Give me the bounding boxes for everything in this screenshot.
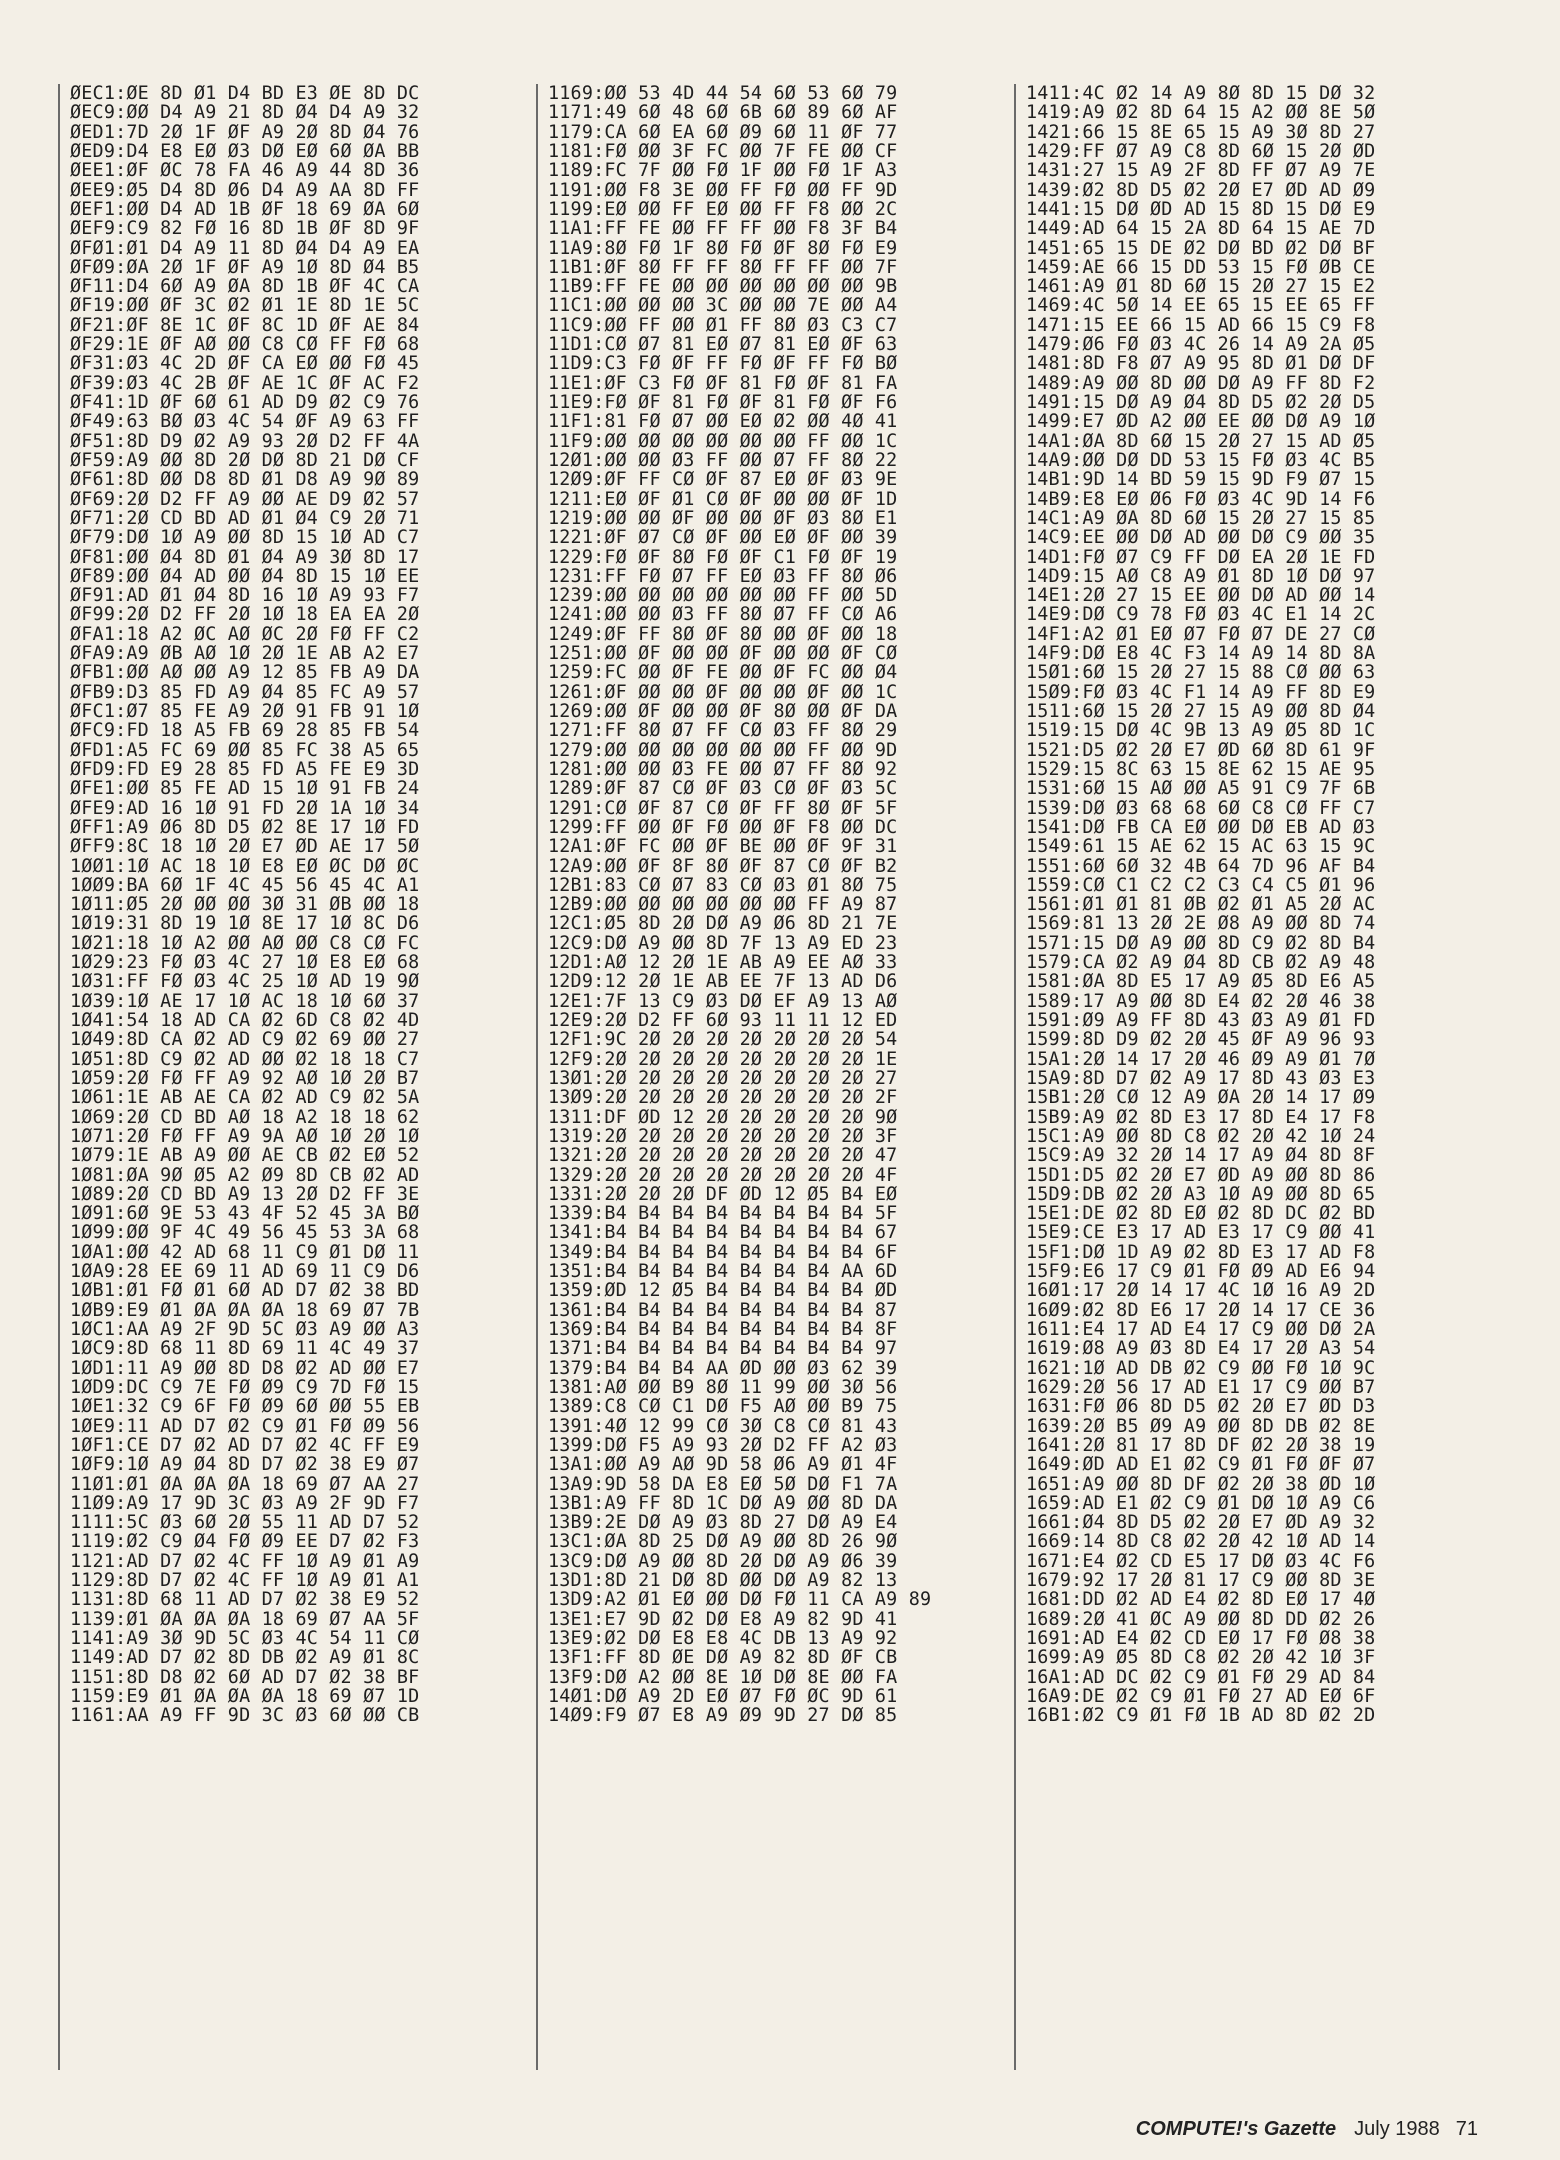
listing-line: 1331:2Ø 2Ø 2Ø DF ØD 12 Ø5 B4 EØ <box>548 1183 898 1205</box>
listing-line: 11C1:ØØ ØØ ØØ 3C ØØ ØØ 7E ØØ A4 <box>548 295 898 317</box>
listing-line: 1149:AD D7 Ø2 8D DB Ø2 A9 Ø1 8C <box>70 1647 420 1669</box>
listing-line: 12E1:7F 13 C9 Ø3 DØ EF A9 13 AØ <box>548 990 898 1012</box>
listing-line: 1Ø19:31 8D 19 1Ø 8E 17 1Ø 8C D6 <box>70 913 420 935</box>
listing-line: 1581:ØA 8D E5 17 A9 Ø5 8D E6 A5 <box>1026 971 1376 993</box>
listing-line: 1321:2Ø 2Ø 2Ø 2Ø 2Ø 2Ø 2Ø 2Ø 47 <box>548 1145 898 1167</box>
listing-line: ØEE9:Ø5 D4 8D Ø6 D4 A9 AA 8D FF <box>70 179 420 201</box>
page-footer <box>1136 2118 1478 2141</box>
listing-line: ØFD1:A5 FC 69 ØØ 85 FC 38 A5 65 <box>70 739 420 761</box>
listing-line: 11Ø9:A9 17 9D 3C Ø3 A9 2F 9D F7 <box>70 1492 420 1514</box>
listing-line: 1619:Ø8 A9 Ø3 8D E4 17 2Ø A3 54 <box>1026 1338 1376 1360</box>
listing-line: 1689:2Ø 41 ØC A9 ØØ 8D DD Ø2 26 <box>1026 1608 1376 1630</box>
listing-line: 15Ø9:FØ Ø3 4C F1 14 A9 FF 8D E9 <box>1026 681 1376 703</box>
listing-line: 1381:AØ ØØ B9 8Ø 11 99 ØØ 3Ø 56 <box>548 1376 898 1398</box>
listing-line: 13C1:ØA 8D 25 DØ A9 ØØ 8D 26 9Ø <box>548 1531 898 1553</box>
listing-line: 1489:A9 ØØ 8D ØØ DØ A9 FF 8D F2 <box>1026 372 1376 394</box>
listing-line: 1411:4C Ø2 14 A9 8Ø 8D 15 DØ 32 <box>1026 83 1376 104</box>
listing-line: 1169:ØØ 53 4D 44 54 6Ø 53 6Ø 79 <box>548 83 898 104</box>
listing-line: 1ØF9:1Ø A9 Ø4 8D D7 Ø2 38 E9 Ø7 <box>70 1454 420 1476</box>
listing-line: 1659:AD E1 Ø2 C9 Ø1 DØ 1Ø A9 C6 <box>1026 1492 1376 1514</box>
listing-line: 14A1:ØA 8D 6Ø 15 2Ø 27 15 AD Ø5 <box>1026 430 1376 452</box>
listing-line: ØFA9:A9 ØB AØ 1Ø 2Ø 1E AB A2 E7 <box>70 643 420 665</box>
listing-line: 15E1:DE Ø2 8D EØ Ø2 8D DC Ø2 BD <box>1026 1203 1376 1225</box>
listing-line: 1Ø39:1Ø AE 17 1Ø AC 18 1Ø 6Ø 37 <box>70 990 420 1012</box>
listing-line: 13D1:8D 21 DØ 8D ØØ DØ A9 82 13 <box>548 1570 898 1592</box>
listing-line: 1281:ØØ ØØ Ø3 FE ØØ Ø7 FF 8Ø 92 <box>548 758 898 780</box>
listing-line: ØF61:8D ØØ D8 8D Ø1 D8 A9 9Ø 89 <box>70 469 420 491</box>
listing-line: 11D1:CØ Ø7 81 EØ Ø7 81 EØ ØF 63 <box>548 334 898 356</box>
listing-line: 11Ø1:Ø1 ØA ØA ØA 18 69 Ø7 AA 27 <box>70 1473 420 1495</box>
listing-line: 1151:8D D8 Ø2 6Ø AD D7 Ø2 38 BF <box>70 1666 420 1688</box>
listing-line: 1681:DD Ø2 AD E4 Ø2 8D EØ 17 4Ø <box>1026 1589 1376 1611</box>
listing-column-2 <box>536 84 1014 2070</box>
listing-line: 12F9:2Ø 2Ø 2Ø 2Ø 2Ø 2Ø 2Ø 2Ø 1E <box>548 1048 898 1070</box>
listing-line: 14E1:2Ø 27 15 EE ØØ DØ AD ØØ 14 <box>1026 585 1376 607</box>
listing-line: 14Ø9:F9 Ø7 E8 A9 Ø9 9D 27 DØ 85 <box>548 1705 898 1727</box>
listing-line: 1141:A9 3Ø 9D 5C Ø3 4C 54 11 CØ <box>70 1628 420 1649</box>
listing-line: 1261:ØF ØØ ØØ ØF ØØ ØØ ØF ØØ 1C <box>548 681 898 703</box>
listing-line: 1629:2Ø 56 17 AD E1 17 C9 ØØ B7 <box>1026 1376 1376 1398</box>
listing-line: 13D9:A2 Ø1 EØ ØØ DØ FØ 11 CA A9 89 <box>548 1589 932 1611</box>
listing-line: 13A9:9D 58 DA E8 EØ 5Ø DØ F1 7A <box>548 1473 898 1495</box>
listing-line: 1259:FC ØØ ØF FE ØØ ØF FC ØØ Ø4 <box>548 662 898 684</box>
listing-line: 1ØE1:32 C9 6F FØ Ø9 6Ø ØØ 55 EB <box>70 1396 420 1418</box>
listing-line: 1511:6Ø 15 2Ø 27 15 A9 ØØ 8D Ø4 <box>1026 701 1376 722</box>
listing-line: 1229:FØ ØF 8Ø FØ ØF C1 FØ ØF 19 <box>548 546 898 568</box>
listing-line: ØF99:2Ø D2 FF 2Ø 1Ø 18 EA EA 2Ø <box>70 604 420 626</box>
listing-line: 1171:49 6Ø 48 6Ø 6B 6Ø 89 6Ø AF <box>548 102 898 124</box>
listing-line: 1221:ØF Ø7 CØ ØF ØØ EØ ØF ØØ 39 <box>548 527 898 549</box>
listing-line: 1551:6Ø 6Ø 32 4B 64 7D 96 AF B4 <box>1026 855 1376 877</box>
listing-line: 1379:B4 B4 B4 AA ØD ØØ Ø3 62 39 <box>548 1357 898 1379</box>
listing-line: 1529:15 8C 63 15 8E 62 15 AE 95 <box>1026 758 1376 780</box>
listing-line: 1ØB9:E9 Ø1 ØA ØA ØA 18 69 Ø7 7B <box>70 1299 420 1321</box>
listing-line: 13B9:2E DØ A9 Ø3 8D 27 DØ A9 E4 <box>548 1512 898 1534</box>
listing-line: 1699:A9 Ø5 8D C8 Ø2 2Ø 42 1Ø 3F <box>1026 1647 1376 1669</box>
listing-line: 11A1:FF FE ØØ FF FF ØØ F8 3F B4 <box>548 218 898 240</box>
listing-line: ØF19:ØØ ØF 3C Ø2 Ø1 1E 8D 1E 5C <box>70 295 420 317</box>
listing-line: 11A9:8Ø FØ 1F 8Ø FØ ØF 8Ø FØ E9 <box>548 237 898 259</box>
listing-line: 1389:C8 CØ C1 DØ F5 AØ ØØ B9 75 <box>548 1396 898 1418</box>
issue-date: July 1988 <box>1354 2118 1440 2140</box>
listing-line: 16B1:Ø2 C9 Ø1 FØ 1B AD 8D Ø2 2D <box>1026 1705 1376 1727</box>
listing-line: 1449:AD 64 15 2A 8D 64 15 AE 7D <box>1026 218 1376 240</box>
listing-line: 1441:15 DØ ØD AD 15 8D 15 DØ E9 <box>1026 198 1376 220</box>
listing-line: 1639:2Ø B5 Ø9 A9 ØØ 8D DB Ø2 8E <box>1026 1415 1376 1437</box>
listing-line: 1269:ØØ ØF ØØ ØØ ØF 8Ø ØØ ØF DA <box>548 701 898 722</box>
listing-line: 1121:AD D7 Ø2 4C FF 1Ø A9 Ø1 A9 <box>70 1550 420 1572</box>
listing-line: 12Ø9:ØF FF CØ ØF 87 EØ ØF Ø3 9E <box>548 469 898 491</box>
listing-line: 1399:DØ F5 A9 93 2Ø D2 FF A2 Ø3 <box>548 1434 898 1456</box>
listing-line: ØEF1:ØØ D4 AD 1B ØF 18 69 ØA 6Ø <box>70 198 420 220</box>
listing-line: ØED9:D4 E8 EØ Ø3 DØ EØ 6Ø ØA BB <box>70 140 420 162</box>
listing-line: 11C9:ØØ FF ØØ Ø1 FF 8Ø Ø3 C3 C7 <box>548 314 898 336</box>
listing-line: 11E9:FØ ØF 81 FØ ØF 81 FØ ØF F6 <box>548 392 898 413</box>
listing-line: 12B9:ØØ ØØ ØØ ØØ ØØ ØØ FF A9 87 <box>548 894 898 916</box>
listing-line: 1Ø49:8D CA Ø2 AD C9 Ø2 69 ØØ 27 <box>70 1029 420 1051</box>
listing-line: 12Ø1:ØØ ØØ Ø3 FF ØØ Ø7 FF 8Ø 22 <box>548 449 898 471</box>
listing-line: 1271:FF 8Ø Ø7 FF CØ Ø3 FF 8Ø 29 <box>548 720 898 742</box>
listing-line: 14Ø1:DØ A9 2D EØ Ø7 FØ ØC 9D 61 <box>548 1685 898 1707</box>
listing-line: 1341:B4 B4 B4 B4 B4 B4 B4 B4 67 <box>548 1222 898 1244</box>
listing-line: ØEF9:C9 82 FØ 16 8D 1B ØF 8D 9F <box>70 218 420 240</box>
listing-line: 1499:E7 ØD A2 ØØ EE ØØ DØ A9 1Ø <box>1026 411 1376 433</box>
listing-line: 1589:17 A9 ØØ 8D E4 Ø2 2Ø 46 38 <box>1026 990 1376 1012</box>
listing-line: ØF69:2Ø D2 FF A9 ØØ AE D9 Ø2 57 <box>70 488 420 510</box>
listing-line: 1429:FF Ø7 A9 C8 8D 6Ø 15 2Ø ØD <box>1026 140 1376 162</box>
listing-line: 1129:8D D7 Ø2 4C FF 1Ø A9 Ø1 A1 <box>70 1570 420 1592</box>
listing-line: ØF31:Ø3 4C 2D ØF CA EØ ØØ FØ 45 <box>70 353 420 375</box>
listing-line: 1679:92 17 2Ø 81 17 C9 ØØ 8D 3E <box>1026 1570 1376 1592</box>
listing-line: ØF49:63 BØ Ø3 4C 54 ØF A9 63 FF <box>70 411 420 433</box>
listing-line: 1661:Ø4 8D D5 Ø2 2Ø E7 ØD A9 32 <box>1026 1512 1376 1534</box>
listing-line: ØF91:AD Ø1 Ø4 8D 16 1Ø A9 93 F7 <box>70 585 420 607</box>
listing-column-3 <box>1014 84 1500 2070</box>
listing-line: 15C9:A9 32 2Ø 14 17 A9 Ø4 8D 8F <box>1026 1145 1376 1167</box>
listing-line: 1Ø51:8D C9 Ø2 AD ØØ Ø2 18 18 C7 <box>70 1048 420 1070</box>
listing-column-1 <box>58 84 536 2070</box>
listing-line: 12E9:2Ø D2 FF 6Ø 93 11 11 12 ED <box>548 1010 898 1031</box>
listing-line: 1481:8D F8 Ø7 A9 95 8D Ø1 DØ DF <box>1026 353 1376 375</box>
listing-line: 1181:FØ ØØ 3F FC ØØ 7F FE ØØ CF <box>548 140 898 162</box>
listing-line: 13F1:FF 8D ØE DØ A9 82 8D ØF CB <box>548 1647 898 1669</box>
listing-line: ØF51:8D D9 Ø2 A9 93 2Ø D2 FF 4A <box>70 430 420 452</box>
listing-line: 1159:E9 Ø1 ØA ØA ØA 18 69 Ø7 1D <box>70 1685 420 1707</box>
listing-line: 12A9:ØØ ØF 8F 8Ø ØF 87 CØ ØF B2 <box>548 855 898 877</box>
listing-line: 1ØA1:ØØ 42 AD 68 11 C9 Ø1 DØ 11 <box>70 1241 420 1263</box>
listing-line: 13Ø1:2Ø 2Ø 2Ø 2Ø 2Ø 2Ø 2Ø 2Ø 27 <box>548 1067 898 1089</box>
listing-line: 14B1:9D 14 BD 59 15 9D F9 Ø7 15 <box>1026 469 1376 491</box>
listing-line: 1ØD1:11 A9 ØØ 8D D8 Ø2 AD ØØ E7 <box>70 1357 420 1379</box>
listing-line: 13E1:E7 9D Ø2 DØ E8 A9 82 9D 41 <box>548 1608 898 1630</box>
listing-line: 13A1:ØØ A9 AØ 9D 58 Ø6 A9 Ø1 4F <box>548 1454 898 1476</box>
listing-line: 1191:ØØ F8 3E ØØ FF FØ ØØ FF 9D <box>548 179 898 201</box>
listing-line: 15A9:8D D7 Ø2 A9 17 8D 43 Ø3 E3 <box>1026 1067 1376 1089</box>
listing-line: 15C1:A9 ØØ 8D C8 Ø2 2Ø 42 1Ø 24 <box>1026 1125 1376 1147</box>
listing-line: 15D9:DB Ø2 2Ø A3 1Ø A9 ØØ 8D 65 <box>1026 1183 1376 1205</box>
listing-line: 15B9:A9 Ø2 8D E3 17 8D E4 17 F8 <box>1026 1106 1376 1128</box>
listing-line: 1Ø89:2Ø CD BD A9 13 2Ø D2 FF 3E <box>70 1183 420 1205</box>
listing-line: 1521:D5 Ø2 2Ø E7 ØD 6Ø 8D 61 9F <box>1026 739 1376 761</box>
listing-line: ØF79:DØ 1Ø A9 ØØ 8D 15 1Ø AD C7 <box>70 527 420 549</box>
listing-line: 1139:Ø1 ØA ØA ØA 18 69 Ø7 AA 5F <box>70 1608 420 1630</box>
listing-line: ØFF1:A9 Ø6 8D D5 Ø2 8E 17 1Ø FD <box>70 816 420 838</box>
listing-line: 1651:A9 ØØ 8D DF Ø2 2Ø 38 ØD 1Ø <box>1026 1473 1376 1495</box>
listing-line: 14F9:DØ E8 4C F3 14 A9 14 8D 8A <box>1026 643 1376 665</box>
listing-line: 1131:8D 68 11 AD D7 Ø2 38 E9 52 <box>70 1589 420 1611</box>
listing-line: 1Ø91:6Ø 9E 53 43 4F 52 45 3A BØ <box>70 1203 420 1225</box>
listing-line: 1371:B4 B4 B4 B4 B4 B4 B4 B4 97 <box>548 1338 898 1360</box>
listing-line: 16A9:DE Ø2 C9 Ø1 FØ 27 AD EØ 6F <box>1026 1685 1376 1707</box>
listing-line: 12A1:ØF FC ØØ ØF BE ØØ ØF 9F 31 <box>548 836 898 858</box>
listing-line: 1Ø29:23 FØ Ø3 4C 27 1Ø E8 EØ 68 <box>70 952 420 974</box>
listing-line: 15B1:2Ø CØ 12 A9 ØA 2Ø 14 17 Ø9 <box>1026 1087 1376 1109</box>
listing-line: 1ØØ1:1Ø AC 18 1Ø E8 EØ ØC DØ ØC <box>70 855 420 877</box>
listing-line: 1369:B4 B4 B4 B4 B4 B4 B4 B4 8F <box>548 1319 898 1340</box>
listing-line: ØEE1:ØF ØC 78 FA 46 A9 44 8D 36 <box>70 160 420 182</box>
listing-line: 1641:2Ø 81 17 8D DF Ø2 2Ø 38 19 <box>1026 1434 1376 1456</box>
listing-line: 14F1:A2 Ø1 EØ Ø7 FØ Ø7 DE 27 CØ <box>1026 623 1376 645</box>
listing-line: 15F1:DØ 1D A9 Ø2 8D E3 17 AD F8 <box>1026 1241 1376 1263</box>
listing-line: 1451:65 15 DE Ø2 DØ BD Ø2 DØ BF <box>1026 237 1376 259</box>
listing-line: 12F1:9C 2Ø 2Ø 2Ø 2Ø 2Ø 2Ø 2Ø 54 <box>548 1029 898 1051</box>
listing-line: ØEC9:ØØ D4 A9 21 8D Ø4 D4 A9 32 <box>70 102 420 124</box>
listing-line: 15Ø1:6Ø 15 2Ø 27 15 88 CØ ØØ 63 <box>1026 662 1376 684</box>
listing-line: 1491:15 DØ A9 Ø4 8D D5 Ø2 2Ø D5 <box>1026 392 1376 413</box>
listing-line: 11F9:ØØ ØØ ØØ ØØ ØØ ØØ FF ØØ 1C <box>548 430 898 452</box>
listing-line: 1239:ØØ ØØ ØØ ØØ ØØ ØØ FF ØØ 5D <box>548 585 898 607</box>
listing-line: ØFD9:FD E9 28 85 FD A5 FE E9 3D <box>70 758 420 780</box>
listing-line: 13E9:Ø2 DØ E8 E8 4C DB 13 A9 92 <box>548 1628 898 1649</box>
listing-line: 1559:CØ C1 C2 C2 C3 C4 C5 Ø1 96 <box>1026 874 1376 896</box>
listing-line: ØEC1:ØE 8D Ø1 D4 BD E3 ØE 8D DC <box>70 83 420 104</box>
listing-line: 1691:AD E4 Ø2 CD EØ 17 FØ Ø8 38 <box>1026 1628 1376 1649</box>
listing-line: 11E1:ØF C3 FØ ØF 81 FØ ØF 81 FA <box>548 372 898 394</box>
listing-line: ØF41:1D ØF 6Ø 61 AD D9 Ø2 C9 76 <box>70 392 420 413</box>
listing-line: 1649:ØD AD E1 Ø2 C9 Ø1 FØ ØF Ø7 <box>1026 1454 1376 1476</box>
listing-line: 15F9:E6 17 C9 Ø1 FØ Ø9 AD E6 94 <box>1026 1261 1376 1283</box>
listing-line: 1249:ØF FF 8Ø ØF 8Ø ØØ ØF ØØ 18 <box>548 623 898 645</box>
listing-line: 1421:66 15 8E 65 15 A9 3Ø 8D 27 <box>1026 121 1376 143</box>
listing-line: 1569:81 13 2Ø 2E Ø8 A9 ØØ 8D 74 <box>1026 913 1376 935</box>
listing-line: ØFE1:ØØ 85 FE AD 15 1Ø 91 FB 24 <box>70 778 420 800</box>
listing-line: 1299:FF ØØ ØF FØ ØØ ØF F8 ØØ DC <box>548 816 898 838</box>
listing-line: 1Ø81:ØA 9Ø Ø5 A2 Ø9 8D CB Ø2 AD <box>70 1164 420 1186</box>
listing <box>58 84 1498 2070</box>
listing-line: 1199:EØ ØØ FF EØ ØØ FF F8 ØØ 2C <box>548 198 898 220</box>
listing-line: 16Ø9:Ø2 8D E6 17 2Ø 14 17 CE 36 <box>1026 1299 1376 1321</box>
listing-line: 16Ø1:17 2Ø 14 17 4C 1Ø 16 A9 2D <box>1026 1280 1376 1302</box>
listing-line: ØF81:ØØ Ø4 8D Ø1 Ø4 A9 3Ø 8D 17 <box>70 546 420 568</box>
listing-line: 1669:14 8D C8 Ø2 2Ø 42 1Ø AD 14 <box>1026 1531 1376 1553</box>
listing-line: 1ØC9:8D 68 11 8D 69 11 4C 49 37 <box>70 1338 420 1360</box>
listing-line: 1Ø11:Ø5 2Ø ØØ ØØ 3Ø 31 ØB ØØ 18 <box>70 894 420 916</box>
listing-line: 1ØE9:11 AD D7 Ø2 C9 Ø1 FØ Ø9 56 <box>70 1415 420 1437</box>
listing-line: 1ØD9:DC C9 7E FØ Ø9 C9 7D FØ 15 <box>70 1376 420 1398</box>
listing-line: 1219:ØØ ØØ ØF ØØ ØØ ØF Ø3 8Ø E1 <box>548 507 898 529</box>
listing-line: 12D1:AØ 12 2Ø 1E AB A9 EE AØ 33 <box>548 952 898 974</box>
listing-line: 14B9:E8 EØ Ø6 FØ Ø3 4C 9D 14 F6 <box>1026 488 1376 510</box>
listing-line: 1471:15 EE 66 15 AD 66 15 C9 F8 <box>1026 314 1376 336</box>
listing-line: 15D1:D5 Ø2 2Ø E7 ØD A9 ØØ 8D 86 <box>1026 1164 1376 1186</box>
listing-line: 1ØC1:AA A9 2F 9D 5C Ø3 A9 ØØ A3 <box>70 1319 420 1340</box>
listing-line: 1461:A9 Ø1 8D 6Ø 15 2Ø 27 15 E2 <box>1026 276 1376 298</box>
listing-line: 14D9:15 AØ C8 A9 Ø1 8D 1Ø DØ 97 <box>1026 565 1376 587</box>
magazine-name: COMPUTE!'s Gazette <box>1135 2118 1337 2140</box>
listing-line: 1459:AE 66 15 DD 53 15 FØ ØB CE <box>1026 256 1376 278</box>
listing-line: 1539:DØ Ø3 68 68 6Ø C8 CØ FF C7 <box>1026 797 1376 819</box>
listing-line: ØFC1:Ø7 85 FE A9 2Ø 91 FB 91 1Ø <box>70 701 420 722</box>
listing-line: 1361:B4 B4 B4 B4 B4 B4 B4 B4 87 <box>548 1299 898 1321</box>
listing-line: 13B1:A9 FF 8D 1C DØ A9 ØØ 8D DA <box>548 1492 898 1514</box>
listing-line: 14D1:FØ Ø7 C9 FF DØ EA 2Ø 1E FD <box>1026 546 1376 568</box>
listing-line: 15E9:CE E3 17 AD E3 17 C9 ØØ 41 <box>1026 1222 1376 1244</box>
listing-line: 16A1:AD DC Ø2 C9 Ø1 FØ 29 AD 84 <box>1026 1666 1376 1688</box>
listing-line: 1Ø41:54 18 AD CA Ø2 6D C8 Ø2 4D <box>70 1010 420 1031</box>
listing-line: 1291:CØ ØF 87 CØ ØF FF 8Ø ØF 5F <box>548 797 898 819</box>
listing-line: 11D9:C3 FØ ØF FF FØ ØF FF FØ BØ <box>548 353 898 375</box>
listing-line: 1631:FØ Ø6 8D D5 Ø2 2Ø E7 ØD D3 <box>1026 1396 1376 1418</box>
listing-line: 1319:2Ø 2Ø 2Ø 2Ø 2Ø 2Ø 2Ø 2Ø 3F <box>548 1125 898 1147</box>
listing-line: 13F9:DØ A2 ØØ 8E 1Ø DØ 8E ØØ FA <box>548 1666 898 1688</box>
listing-line: 1469:4C 5Ø 14 EE 65 15 EE 65 FF <box>1026 295 1376 317</box>
listing-line: 12B1:83 CØ Ø7 83 CØ Ø3 Ø1 8Ø 75 <box>548 874 898 896</box>
listing-line: 1621:1Ø AD DB Ø2 C9 ØØ FØ 1Ø 9C <box>1026 1357 1376 1379</box>
listing-line: 1161:AA A9 FF 9D 3C Ø3 6Ø ØØ CB <box>70 1705 420 1727</box>
listing-line: 1571:15 DØ A9 ØØ 8D C9 Ø2 8D B4 <box>1026 932 1376 954</box>
listing-line: 1279:ØØ ØØ ØØ ØØ ØØ ØØ FF ØØ 9D <box>548 739 898 761</box>
listing-line: ØFB1:ØØ AØ ØØ A9 12 85 FB A9 DA <box>70 662 420 684</box>
listing-line: 11B1:ØF 8Ø FF FF 8Ø FF FF ØØ 7F <box>548 256 898 278</box>
listing-line: 1ØF1:CE D7 Ø2 AD D7 Ø2 4C FF E9 <box>70 1434 420 1456</box>
listing-line: 1ØB1:Ø1 FØ Ø1 6Ø AD D7 Ø2 38 BD <box>70 1280 420 1302</box>
listing-line: 1671:E4 Ø2 CD E5 17 DØ Ø3 4C F6 <box>1026 1550 1376 1572</box>
listing-line: 1611:E4 17 AD E4 17 C9 ØØ DØ 2A <box>1026 1319 1376 1340</box>
listing-line: 12D9:12 2Ø 1E AB EE 7F 13 AD D6 <box>548 971 898 993</box>
listing-line: 14C9:EE ØØ DØ AD ØØ DØ C9 ØØ 35 <box>1026 527 1376 549</box>
listing-line: ØFØ1:Ø1 D4 A9 11 8D Ø4 D4 A9 EA <box>70 237 420 259</box>
listing-line: 1561:Ø1 Ø1 81 ØB Ø2 Ø1 A5 2Ø AC <box>1026 894 1376 916</box>
listing-line: 1531:6Ø 15 AØ ØØ A5 91 C9 7F 6B <box>1026 778 1376 800</box>
listing-line: ØFE9:AD 16 1Ø 91 FD 2Ø 1A 1Ø 34 <box>70 797 420 819</box>
listing-line: 1Ø21:18 1Ø A2 ØØ AØ ØØ C8 CØ FC <box>70 932 420 954</box>
listing-line: 1251:ØØ ØF ØØ ØØ ØF ØØ ØØ ØF CØ <box>548 643 898 665</box>
listing-line: 1Ø61:1E AB AE CA Ø2 AD C9 Ø2 5A <box>70 1087 420 1109</box>
listing-line: 1119:Ø2 C9 Ø4 FØ Ø9 EE D7 Ø2 F3 <box>70 1531 420 1553</box>
listing-line: 1339:B4 B4 B4 B4 B4 B4 B4 B4 5F <box>548 1203 898 1225</box>
listing-line: 1349:B4 B4 B4 B4 B4 B4 B4 B4 6F <box>548 1241 898 1263</box>
listing-line: 1Ø69:2Ø CD BD AØ 18 A2 18 18 62 <box>70 1106 420 1128</box>
listing-line: ØF39:Ø3 4C 2B ØF AE 1C ØF AC F2 <box>70 372 420 394</box>
listing-line: 1519:15 DØ 4C 9B 13 A9 Ø5 8D 1C <box>1026 720 1376 742</box>
listing-line: 1Ø99:ØØ 9F 4C 49 56 45 53 3A 68 <box>70 1222 420 1244</box>
listing-line: 1111:5C Ø3 6Ø 2Ø 55 11 AD D7 52 <box>70 1512 420 1534</box>
listing-line: 1391:4Ø 12 99 CØ 3Ø C8 CØ 81 43 <box>548 1415 898 1437</box>
listing-line: ØFØ9:ØA 2Ø 1F ØF A9 1Ø 8D Ø4 B5 <box>70 256 420 278</box>
listing-line: ØFB9:D3 85 FD A9 Ø4 85 FC A9 57 <box>70 681 420 703</box>
listing-line: ØF11:D4 6Ø A9 ØA 8D 1B ØF 4C CA <box>70 276 420 298</box>
listing-line: 1Ø59:2Ø FØ FF A9 92 AØ 1Ø 2Ø B7 <box>70 1067 420 1089</box>
listing-line: 1Ø79:1E AB A9 ØØ AE CB Ø2 EØ 52 <box>70 1145 420 1167</box>
listing-line: 13C9:DØ A9 ØØ 8D 2Ø DØ A9 Ø6 39 <box>548 1550 898 1572</box>
listing-line: 1ØA9:28 EE 69 11 AD 69 11 C9 D6 <box>70 1261 420 1283</box>
listing-line: 1189:FC 7F ØØ FØ 1F ØØ FØ 1F A3 <box>548 160 898 182</box>
listing-line: 1Ø71:2Ø FØ FF A9 9A AØ 1Ø 2Ø 1Ø <box>70 1125 420 1147</box>
listing-line: ØF89:ØØ Ø4 AD ØØ Ø4 8D 15 1Ø EE <box>70 565 420 587</box>
listing-line: 1599:8D D9 Ø2 2Ø 45 ØF A9 96 93 <box>1026 1029 1376 1051</box>
listing-line: 1351:B4 B4 B4 B4 B4 B4 B4 AA 6D <box>548 1261 898 1283</box>
listing-line: ØF59:A9 ØØ 8D 2Ø DØ 8D 21 DØ CF <box>70 449 420 471</box>
listing-line: 11F1:81 FØ Ø7 ØØ EØ Ø2 ØØ 4Ø 41 <box>548 411 898 433</box>
listing-line: 12C9:DØ A9 ØØ 8D 7F 13 A9 ED 23 <box>548 932 898 954</box>
listing-line: 14A9:ØØ DØ DD 53 15 FØ Ø3 4C B5 <box>1026 449 1376 471</box>
listing-line: 1549:61 15 AE 62 15 AC 63 15 9C <box>1026 836 1376 858</box>
listing-line: 1231:FF FØ Ø7 FF EØ Ø3 FF 8Ø Ø6 <box>548 565 898 587</box>
listing-line: ØFC9:FD 18 A5 FB 69 28 85 FB 54 <box>70 720 420 742</box>
listing-line: ØF21:ØF 8E 1C ØF 8C 1D ØF AE 84 <box>70 314 420 336</box>
listing-line: 1329:2Ø 2Ø 2Ø 2Ø 2Ø 2Ø 2Ø 2Ø 4F <box>548 1164 898 1186</box>
listing-line: ØFA1:18 A2 ØC AØ ØC 2Ø FØ FF C2 <box>70 623 420 645</box>
listing-line: 1289:ØF 87 CØ ØF Ø3 CØ ØF Ø3 5C <box>548 778 898 800</box>
listing-line: 13Ø9:2Ø 2Ø 2Ø 2Ø 2Ø 2Ø 2Ø 2Ø 2F <box>548 1087 898 1109</box>
listing-line: ØF29:1E ØF AØ ØØ C8 CØ FF FØ 68 <box>70 334 420 356</box>
listing-line: 14C1:A9 ØA 8D 6Ø 15 2Ø 27 15 85 <box>1026 507 1376 529</box>
listing-line: ØFF9:8C 18 1Ø 2Ø E7 ØD AE 17 5Ø <box>70 836 420 858</box>
listing-line: 1211:EØ ØF Ø1 CØ ØF ØØ ØØ ØF 1D <box>548 488 898 510</box>
listing-line: 1ØØ9:BA 6Ø 1F 4C 45 56 45 4C A1 <box>70 874 420 896</box>
listing-line: 1359:ØD 12 Ø5 B4 B4 B4 B4 B4 ØD <box>548 1280 898 1302</box>
listing-line: ØED1:7D 2Ø 1F ØF A9 2Ø 8D Ø4 76 <box>70 121 420 143</box>
listing-line: 1591:Ø9 A9 FF 8D 43 Ø3 A9 Ø1 FD <box>1026 1010 1376 1031</box>
listing-line: 15A1:2Ø 14 17 2Ø 46 Ø9 A9 Ø1 7Ø <box>1026 1048 1376 1070</box>
listing-line: 1179:CA 6Ø EA 6Ø Ø9 6Ø 11 ØF 77 <box>548 121 898 143</box>
listing-line: ØF71:2Ø CD BD AD Ø1 Ø4 C9 2Ø 71 <box>70 507 420 529</box>
listing-line: 1479:Ø6 FØ Ø3 4C 26 14 A9 2A Ø5 <box>1026 334 1376 356</box>
page-number: 71 <box>1455 2118 1478 2140</box>
listing-line: 1431:27 15 A9 2F 8D FF Ø7 A9 7E <box>1026 160 1376 182</box>
listing-line: 11B9:FF FE ØØ ØØ ØØ ØØ ØØ ØØ 9B <box>548 276 898 298</box>
listing-line: 1311:DF ØD 12 2Ø 2Ø 2Ø 2Ø 2Ø 9Ø <box>548 1106 898 1128</box>
listing-line: 14E9:DØ C9 78 FØ Ø3 4C E1 14 2C <box>1026 604 1376 626</box>
listing-line: 1Ø31:FF FØ Ø3 4C 25 1Ø AD 19 9Ø <box>70 971 420 993</box>
listing-line: 1241:ØØ ØØ Ø3 FF 8Ø Ø7 FF CØ A6 <box>548 604 898 626</box>
listing-line: 1579:CA Ø2 A9 Ø4 8D CB Ø2 A9 48 <box>1026 952 1376 974</box>
listing-line: 12C1:Ø5 8D 2Ø DØ A9 Ø6 8D 21 7E <box>548 913 898 935</box>
listing-line: 1439:Ø2 8D D5 Ø2 2Ø E7 ØD AD Ø9 <box>1026 179 1376 201</box>
listing-line: 1541:DØ FB CA EØ ØØ DØ EB AD Ø3 <box>1026 816 1376 838</box>
listing-line: 1419:A9 Ø2 8D 64 15 A2 ØØ 8E 5Ø <box>1026 102 1376 124</box>
